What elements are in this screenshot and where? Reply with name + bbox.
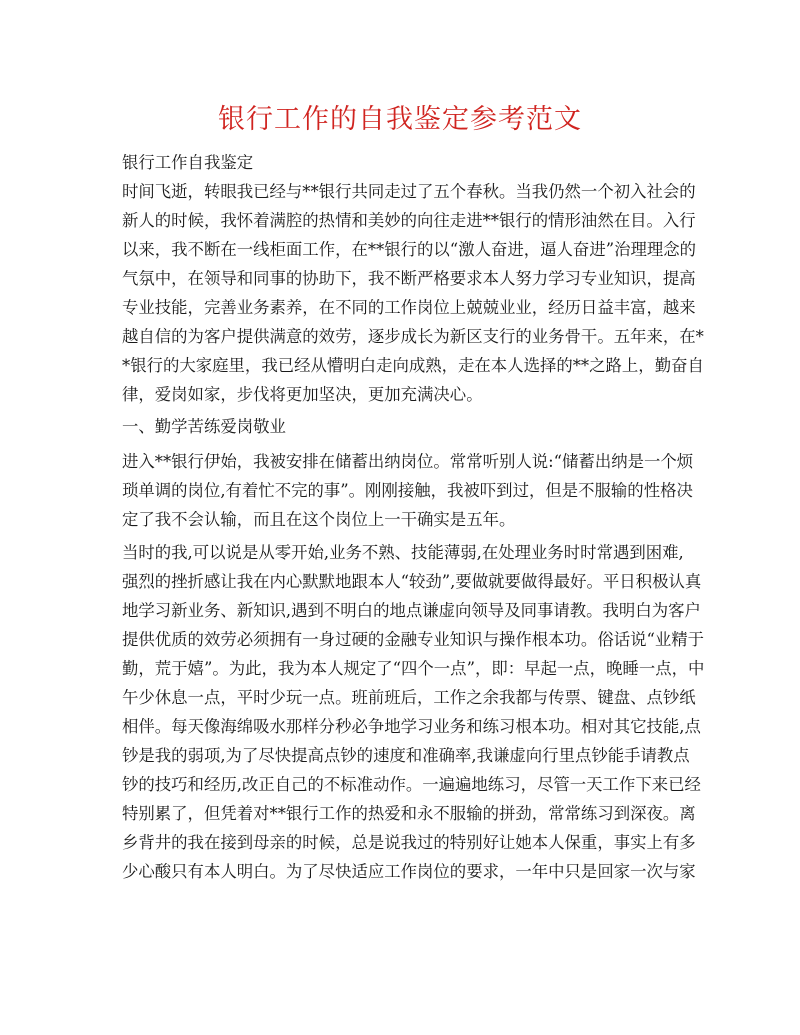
body-line: 专业技能，完善业务素养，在不同的工作岗位上兢兢业业，经历日益丰富，越来 <box>122 298 696 317</box>
body-line: 越自信的为客户提供满意的效劳，逐步成长为新区支行的业务骨干。五年来，在* <box>122 327 704 346</box>
body-line: 地学习新业务、新知识,遇到不明白的地点谦虚向领导及同事请教。我明白为客户 <box>122 601 701 620</box>
body-line: 以来，我不断在一线柜面工作，在**银行的以“激人奋进，逼人奋进”治理理念的 <box>122 240 697 259</box>
body-line: 午少休息一点，平时少玩一点。班前班后，工作之余我都与传票、键盘、点钞纸 <box>122 688 696 707</box>
body-line: 钞是我的弱项,为了尽快提高点钞的速度和准确率,我谦虚向行里点钞能手请教点 <box>122 746 690 765</box>
body-line: 律，爱岗如家，步伐将更加坚决，更加充满决心。 <box>122 385 483 404</box>
body-line: 钞的技巧和经历,改正自己的不标准动作。一遍遍地练习，尽管一天工作下来已经 <box>122 775 701 794</box>
body-line: *银行的大家庭里，我已经从懵明白走向成熟，走在本人选择的**之路上，勤奋自 <box>122 356 704 375</box>
body-line: 当时的我,可以说是从零开始,业务不熟、技能薄弱,在处理业务时时常遇到困难, <box>122 543 684 562</box>
body-line: 乡背井的我在接到母亲的时候，总是说我过的特别好让她本人保重，事实上有多 <box>122 833 696 852</box>
body-line: 勤，荒于嬉”。为此，我为本人规定了“四个一点”，即：早起一点，晚睡一点，中 <box>122 659 705 678</box>
body-line: 时间飞逝，转眼我已经与**银行共同走过了五个春秋。当我仍然一个初入社会的 <box>122 182 696 201</box>
body-line: 进入**银行伊始，我被安排在储蓄出纳岗位。常常听别人说:“储蓄出纳是一个烦 <box>122 452 694 471</box>
body-line: 新人的时候，我怀着满腔的热情和美妙的向往走进**银行的情形油然在目。入行 <box>122 211 696 230</box>
body-line: 提供优质的效劳必须拥有一身过硬的金融专业知识与操作根本功。俗话说“业精于 <box>122 630 705 649</box>
body-line: 特别累了，但凭着对**银行工作的热爱和永不服输的拼劲，常常练习到深夜。离 <box>122 804 696 823</box>
body-line: 琐单调的岗位,有着忙不完的事”。刚刚接触，我被吓到过，但是不服输的性格决 <box>122 481 693 500</box>
section-heading: 银行工作自我鉴定 <box>122 153 254 172</box>
body-line: 相伴。每天像海绵吸水那样分秒必争地学习业务和练习根本功。相对其它技能,点 <box>122 717 701 736</box>
document-title: 银行工作的自我鉴定参考范文 <box>218 104 582 135</box>
body-line: 气氛中，在领导和同事的协助下，我不断严格要求本人努力学习专业知识，提高 <box>122 269 696 288</box>
body-line: 少心酸只有本人明白。为了尽快适应工作岗位的要求，一年中只是回家一次与家 <box>122 862 696 881</box>
body-line: 定了我不会认输，而且在这个岗位上一干确实是五年。 <box>122 510 516 529</box>
section-heading: 一、勤学苦练爱岗敬业 <box>122 417 286 436</box>
body-line: 强烈的挫折感让我在内心默默地跟本人“较劲”,要做就要做得最好。平日积极认真 <box>122 572 702 591</box>
